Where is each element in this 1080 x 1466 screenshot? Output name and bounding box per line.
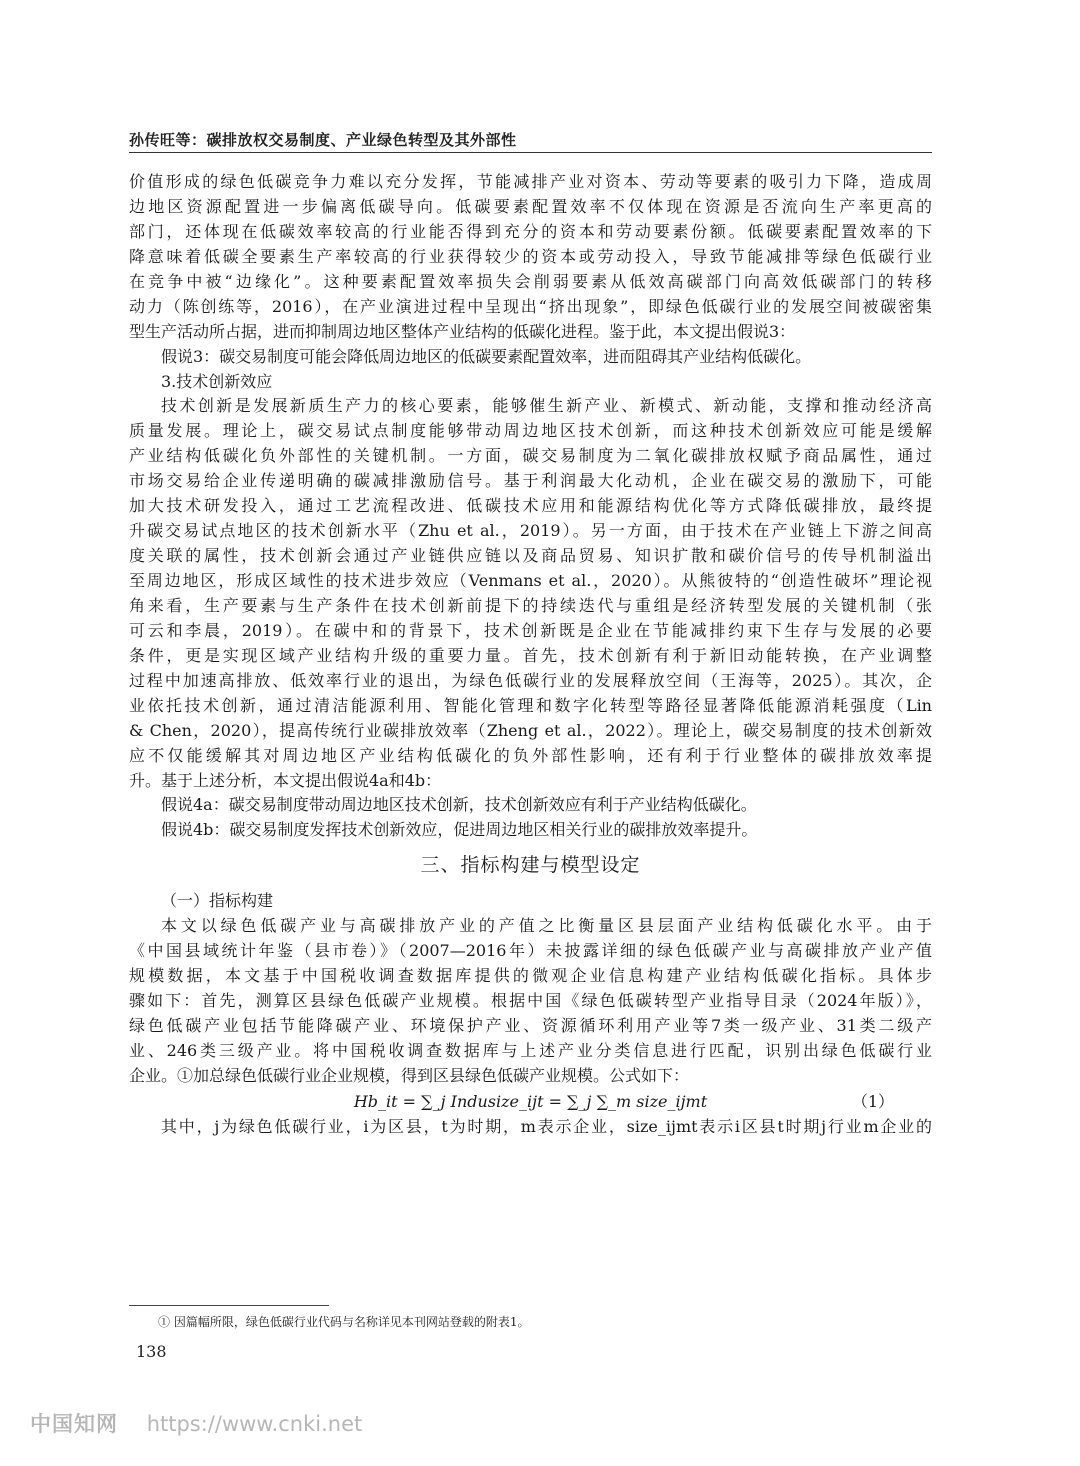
text-line: 《中国县域统计年鉴（县市卷）》（2007—2016年）未披露详细的绿色低碳产业与高碳排放产业产值 [129,941,932,961]
text-line: 条件，更是实现区域产业结构升级的重要力量。首先，技术创新有利于新旧动能转换，在产业调整 [129,645,932,665]
text-line: 技术创新是发展新质生产力的核心要素，能够催生新产业、新模式、新动能，支撑和推动经济高 [161,396,932,416]
text-line: 度关联的属性，技术创新会通过产业链供应链以及商品贸易、知识扩散和碳价信号的传导机制溢出 [129,546,932,566]
text-line: 动力（陈创练等，2016），在产业演进过程中呈现出“挤出现象”，即绿色低碳行业的发展空间被碳密集 [129,296,932,316]
text-line: 假说3：碳交易制度可能会降低周边地区的低碳要素配置效率，进而阻碍其产业结构低碳化。 [161,346,812,366]
text-line: 加大技术研发投入，通过工艺流程改进、低碳技术应用和能源结构优化等方式降低碳排放，最终提 [129,496,932,516]
text-line: 业、246类三级产业。将中国税收调查数据库与上述产业分类信息进行匹配，识别出绿色低碳行业 [129,1040,932,1060]
text-line: 边地区资源配置进一步偏离低碳导向。低碳要素配置效率不仅体现在资源是否流向生产率更高的 [129,196,932,216]
after-equation-line: 其中，j为绿色低碳行业，i为区县，t为时期，m表示企业，size_ijmt表示i区县t时期j行业m企业的 [161,1116,932,1136]
footnote: ① 因篇幅所限，绿色低碳行业代码与名称详见本刊网站登载的附表1。 [158,1315,530,1329]
text-line: 可云和李晨，2019）。在碳中和的背景下，技术创新既是企业在节能减排约束下生存与发展的必要 [129,620,932,640]
article-body [129,170,932,1140]
text-line: 角来看，生产要素与生产条件在技术创新前提下的持续迭代与重组是经济转型发展的关键机制（张 [129,595,932,615]
text-line: & Chen，2020），提高传统行业碳排放效率（Zheng et al.，2022）。理论上，碳交易制度的技术创新效 [129,720,932,740]
text-line: 规模数据，本文基于中国税收调查数据库提供的微观企业信息构建产业结构低碳化指标。具体步 [129,966,932,986]
text-line: 部门，还体现在低碳效率较高的行业能否得到充分的资本和劳动要素份额。低碳要素配置效率的下 [129,221,932,241]
running-header: 孙传旺等：碳排放权交易制度、产业绿色转型及其外部性 [129,131,517,149]
cnki-logo-text: 中国知网 [30,1412,118,1436]
text-line: 应不仅能缓解其对周边地区产业结构低碳化的负外部性影响，还有利于行业整体的碳排放效率提 [129,745,932,765]
text-line: 质量发展。理论上，碳交易试点制度能够带动周边地区技术创新，而这种技术创新效应可能是缓解 [129,421,932,441]
text-line: 3.技术创新效应 [161,371,273,391]
section-paragraphs [129,889,932,1089]
cnki-watermark [30,1408,362,1438]
text-line: 降意味着低碳全要素生产率较高的行业获得较少的资本或劳动投入，导致节能减排等绿色低碳行业 [129,246,932,266]
text-line: 价值形成的绿色低碳竞争力难以充分发挥，节能减排产业对资本、劳动等要素的吸引力下降，造成周 [129,172,932,191]
text-line: 产业结构低碳化负外部性的关键机制。一方面，碳交易制度为二氧化碳排放权赋予商品属性，通过 [129,446,932,466]
footnote-divider [129,1305,329,1306]
text-line: 升碳交易试点地区的技术创新水平（Zhu et al.，2019）。另一方面，由于技术在产业链上下游之间高 [129,521,932,541]
text-line: 过程中加速高排放、低效率行业的退出，为绿色低碳行业的发展释放空间（王海等，2025）。其次，企 [129,670,932,690]
text-line: （一）指标构建 [161,891,274,911]
body-paragraphs [129,170,932,843]
text-line: 业依托技术创新，通过清洁能源利用、智能化管理和数字化转型等路径显著降低能源消耗强度（Lin [129,695,932,715]
text-line: 升。基于上述分析，本文提出假说4a和4b： [129,770,442,790]
text-line: 至周边地区，形成区域性的技术进步效应（Venmans et al.，2020）。从熊彼特的“创造性破坏”理论视 [129,571,932,590]
equation-text: Hb_it = ∑_j Indusize_ijt = ∑_j ∑_m size_ijmt [353,1091,708,1111]
text-line: 本文以绿色低碳产业与高碳排放产业的产值之比衡量区县层面产业结构低碳化水平。由于 [161,916,932,936]
text-line: 在竞争中被“边缘化”。这种要素配置效率损失会削弱要素从低效高碳部门向高效低碳部门的转移 [129,271,932,291]
header-divider [129,152,932,153]
text-line: 企业。①加总绿色低碳行业企业规模，得到区县绿色低碳产业规模。公式如下： [129,1065,690,1085]
cnki-url: https://www.cnki.net [146,1412,363,1436]
text-line: 市场交易给企业传递明确的碳减排激励信号。基于利润最大化动机，企业在碳交易的激励下，可能 [129,471,932,491]
page-number: 138 [136,1342,167,1361]
text-line: 假说4b：碳交易制度发挥技术创新效应，促进周边地区相关行业的碳排放效率提升。 [161,820,758,840]
text-line: 骤如下：首先，测算区县绿色低碳产业规模。根据中国《绿色低碳转型产业指导目录（2024年版）》， [129,991,932,1011]
equation-1 [129,1089,932,1115]
text-line: 假说4a：碳交易制度带动周边地区技术创新，技术创新效应有利于产业结构低碳化。 [161,795,757,815]
equation-number: （1） [851,1091,894,1111]
section-title: 三、指标构建与模型设定 [420,854,641,877]
text-line: 型生产活动所占据，进而抑制周边地区整体产业结构的低碳化进程。鉴于此，本文提出假说3： [129,321,796,341]
text-line: 绿色低碳产业包括节能降碳产业、环境保护产业、资源循环利用产业等7类一级产业、31类二级产 [129,1016,932,1035]
